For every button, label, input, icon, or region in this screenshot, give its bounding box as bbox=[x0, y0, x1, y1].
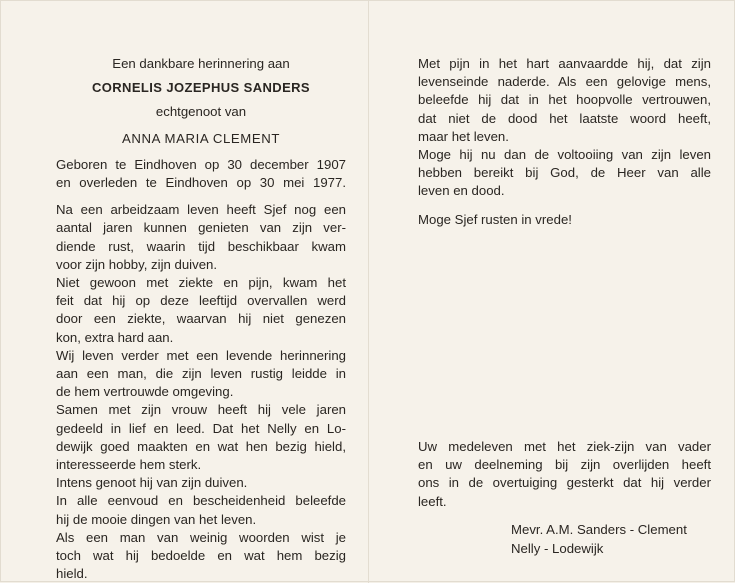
deceased-name: CORNELIS JOZEPHUS SANDERS bbox=[91, 80, 311, 96]
text-line: Samen met zijn vrouw heeft hij vele jaren bbox=[56, 402, 346, 418]
left-panel bbox=[56, 55, 346, 583]
text-line: de hem vertrouwde omgeving. bbox=[56, 384, 234, 400]
signatures bbox=[511, 521, 711, 558]
text-line: hield. bbox=[56, 566, 88, 582]
text-line: toch wat hij bedoelde en wat hem bezig bbox=[56, 548, 346, 564]
paragraph-4 bbox=[56, 401, 346, 474]
prayer-paragraph bbox=[418, 146, 711, 201]
life-story bbox=[56, 201, 346, 583]
text-line: gedeeld in lief en leed. Dat het Nelly en Lo- bbox=[56, 420, 346, 436]
text-line: Uw medeleven met het ziek-zijn van vader bbox=[418, 439, 711, 454]
spouse-name: ANNA MARIA CLEMENT bbox=[121, 130, 281, 146]
blessing-text: Moge Sjef rusten in vrede! bbox=[418, 211, 572, 227]
text-line: In alle eenvoud en bescheidenheid beleefde bbox=[56, 493, 346, 509]
text-line: aan een man, die zijn leven rustig leidde in bbox=[56, 366, 346, 382]
paragraph-1 bbox=[56, 201, 346, 274]
paragraph-3 bbox=[56, 347, 346, 402]
text-line: voor zijn hobby, zijn duiven. bbox=[56, 256, 218, 272]
text-line: Moge hij nu dan de voltooiing van zijn leven bbox=[418, 147, 711, 163]
text-line: Na een arbeidzaam leven heeft Sjef nog een bbox=[56, 202, 346, 218]
text-line: Niet gewoon met ziekte en pijn, kwam het bbox=[56, 275, 346, 291]
right-panel-top bbox=[418, 55, 711, 229]
text-line: beleefde hij dat in het hoopvolle vertrouwen, bbox=[418, 92, 711, 108]
paragraph-2 bbox=[56, 274, 346, 347]
text-line: levenseinde naderde. Als een gelovige mens, bbox=[418, 74, 711, 90]
text-line: feit dat hij op deze leeftijd overvallen werd bbox=[56, 293, 346, 309]
text-line: diende rust, waarin tijd beschikbaar kwam bbox=[56, 238, 346, 254]
text-line: Wij leven verder met een levende herinnering bbox=[56, 347, 346, 363]
text-line: kon, extra hard aan. bbox=[56, 329, 174, 345]
spouse-label: echtgenoot van bbox=[155, 104, 247, 120]
paragraph-5 bbox=[56, 474, 346, 492]
birth-line: Geboren te Eindhoven op 30 december 1907 bbox=[56, 156, 346, 172]
right-panel-bottom bbox=[418, 438, 711, 558]
signature-mother: Mevr. A.M. Sanders - Clement bbox=[511, 521, 687, 537]
text-line: aantal jaren kunnen genieten van zijn ver- bbox=[56, 220, 346, 236]
signature-children: Nelly - Lodewijk bbox=[511, 541, 604, 557]
text-line: maar het leven. bbox=[418, 128, 509, 144]
text-line: door een ziekte, waarvan hij niet genezen bbox=[56, 311, 346, 327]
text-line: Met pijn in het hart aanvaardde hij, dat zijn bbox=[418, 56, 711, 71]
text-line: dat niet de dood het laatste woord heeft, bbox=[418, 110, 711, 126]
text-line: Intens genoot hij van zijn duiven. bbox=[56, 475, 248, 491]
text-line: interesseerde hem sterk. bbox=[56, 457, 202, 473]
card-fold bbox=[368, 1, 369, 583]
acceptance-paragraph bbox=[418, 55, 711, 146]
text-line: dewijk goed maakten en wat hen bezig hield, bbox=[56, 438, 346, 454]
paragraph-7 bbox=[56, 529, 346, 583]
text-line: en uw deelneming bij zijn overlijden heeft bbox=[418, 457, 711, 473]
thanks-paragraph bbox=[418, 438, 711, 511]
text-line: hij de mooie dingen van het leven. bbox=[56, 511, 257, 527]
text-line: leeft. bbox=[418, 493, 447, 509]
text-line: leven en dood. bbox=[418, 183, 505, 199]
dates-block bbox=[56, 156, 346, 192]
text-line: ons in de overtuiging gesterkt dat hij verder bbox=[418, 475, 711, 491]
intro-text: Een dankbare herinnering aan bbox=[112, 56, 290, 71]
text-line: Als een man van weinig woorden wist je bbox=[56, 529, 346, 545]
death-line: en overleden te Eindhoven op 30 mei 1977. bbox=[56, 175, 346, 191]
text-line: hebben bereikt bij God, de Heer van alle bbox=[418, 165, 711, 181]
paragraph-6 bbox=[56, 492, 346, 528]
